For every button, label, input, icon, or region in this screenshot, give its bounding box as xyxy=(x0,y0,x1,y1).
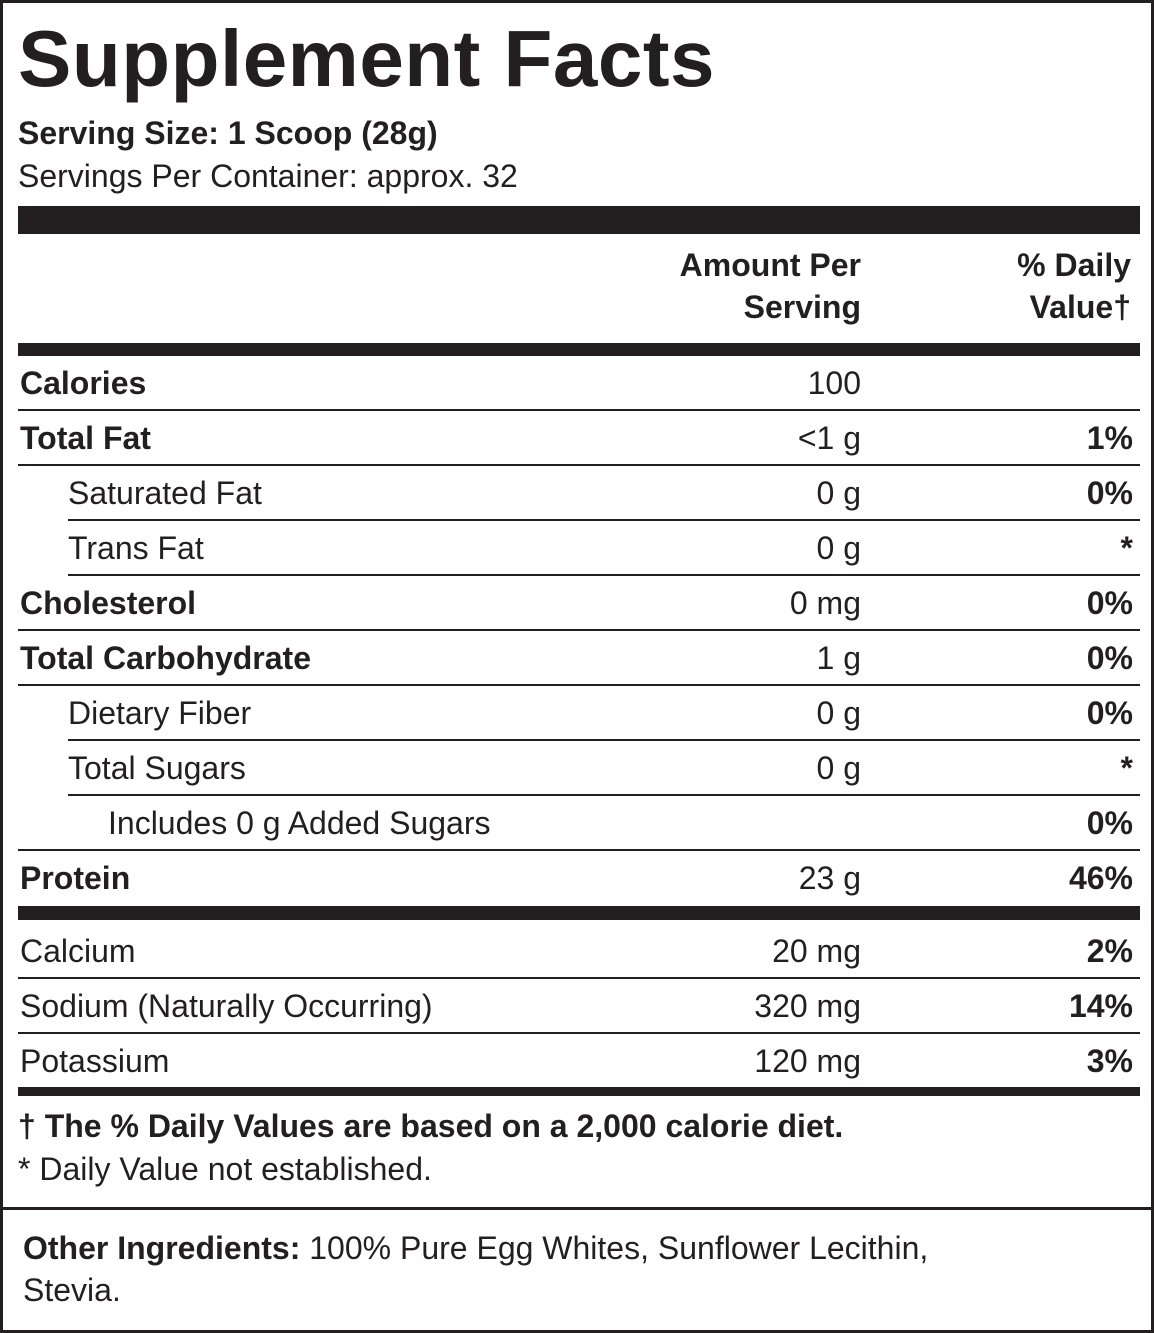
nutrient-row-total-carbohydrate xyxy=(18,631,1140,686)
nutrient-row-saturated-fat xyxy=(68,466,1140,521)
header-divider xyxy=(18,343,1140,356)
nutrient-amount: 0 g xyxy=(816,695,861,731)
nutrient-name: Total Fat xyxy=(20,420,151,456)
nutrient-dv: 0% xyxy=(1086,475,1133,511)
nutrient-amount: 0 g xyxy=(816,530,861,566)
mineral-dv: 14% xyxy=(1068,988,1133,1024)
nutrient-amount: 100 xyxy=(807,365,861,401)
nutrient-row-total-sugars xyxy=(68,741,1140,796)
mineral-name: Sodium (Naturally Occurring) xyxy=(20,988,433,1024)
mineral-name: Potassium xyxy=(20,1043,170,1079)
dv-header-line1: % Daily xyxy=(1017,247,1131,283)
not-established-footnote: * Daily Value not established. xyxy=(18,1151,432,1187)
mineral-amount: 20 mg xyxy=(772,933,861,969)
dv-header-line2: Value† xyxy=(1029,289,1131,325)
nutrient-dv: 0% xyxy=(1086,695,1133,731)
mineral-name: Calcium xyxy=(20,933,136,969)
nutrient-row-calories xyxy=(18,356,1140,411)
mineral-row-sodium xyxy=(18,979,1140,1034)
mineral-row-potassium xyxy=(18,1034,1140,1089)
nutrient-amount: 0 g xyxy=(816,750,861,786)
amount-header-line2: Serving xyxy=(743,289,861,325)
nutrient-row-dietary-fiber xyxy=(68,686,1140,741)
nutrient-name: Includes 0 g Added Sugars xyxy=(108,805,491,841)
protein-divider xyxy=(18,906,1140,920)
nutrient-row-total-fat xyxy=(18,411,1140,466)
nutrient-row-cholesterol xyxy=(18,576,1140,631)
nutrient-dv: 0% xyxy=(1086,805,1133,841)
mineral-row-calcium xyxy=(18,924,1140,979)
nutrient-name: Saturated Fat xyxy=(68,475,262,511)
other-ingredients-text: 100% Pure Egg Whites, Sunflower Lecithin, Stevia. xyxy=(23,1230,929,1308)
nutrient-dv: * xyxy=(1120,750,1133,786)
daily-value-footnote: † The % Daily Values are based on a 2,000 calorie diet. xyxy=(18,1108,844,1144)
mineral-dv: 2% xyxy=(1086,933,1133,969)
nutrient-row-protein xyxy=(18,851,1140,906)
other-ingredients xyxy=(23,1227,943,1311)
serving-size: Serving Size: 1 Scoop (28g) xyxy=(18,115,438,151)
nutrient-dv: 46% xyxy=(1068,860,1133,896)
daily-value-header xyxy=(933,244,1131,328)
nutrient-name: Trans Fat xyxy=(68,530,204,566)
ingredients-divider xyxy=(3,1207,1154,1210)
nutrient-name: Protein xyxy=(20,860,131,896)
amount-header-line1: Amount Per xyxy=(679,247,861,283)
nutrient-dv: 1% xyxy=(1086,420,1133,456)
nutrient-name: Calories xyxy=(20,365,147,401)
nutrient-amount: 0 g xyxy=(816,475,861,511)
nutrient-amount: 1 g xyxy=(816,640,861,676)
nutrient-row-trans-fat xyxy=(68,521,1140,576)
servings-per-container: Servings Per Container: approx. 32 xyxy=(18,158,518,194)
nutrient-dv: 0% xyxy=(1086,585,1133,621)
footnote-divider xyxy=(18,1087,1140,1096)
other-ingredients-label: Other Ingredients: xyxy=(23,1230,301,1266)
nutrient-amount: 0 mg xyxy=(789,585,861,621)
nutrient-amount: 23 g xyxy=(798,860,861,896)
nutrient-dv: 0% xyxy=(1086,640,1133,676)
nutrient-row-added-sugars xyxy=(68,796,1140,851)
amount-per-serving-header xyxy=(603,244,861,328)
nutrient-amount: <1 g xyxy=(797,420,861,456)
nutrient-name: Total Sugars xyxy=(68,750,246,786)
nutrient-dv: * xyxy=(1120,530,1133,566)
nutrient-name: Dietary Fiber xyxy=(68,695,252,731)
mineral-amount: 120 mg xyxy=(754,1043,861,1079)
nutrient-name: Cholesterol xyxy=(20,585,197,621)
thick-divider xyxy=(18,206,1140,234)
nutrient-name: Total Carbohydrate xyxy=(20,640,311,676)
panel-title: Supplement Facts xyxy=(18,14,716,103)
mineral-dv: 3% xyxy=(1086,1043,1133,1079)
mineral-amount: 320 mg xyxy=(754,988,861,1024)
